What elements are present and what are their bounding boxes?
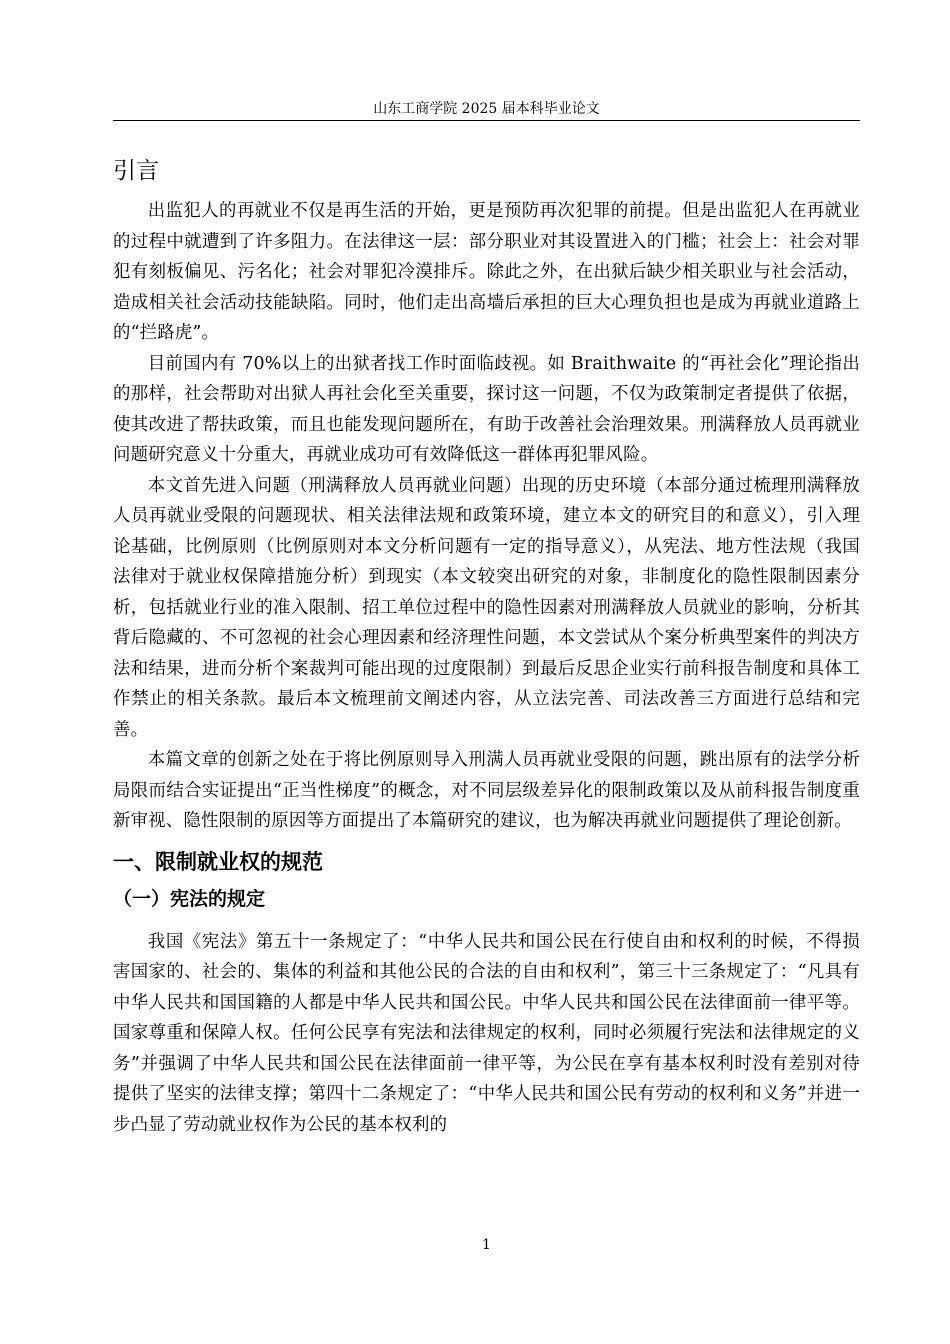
intro-heading: 引言 bbox=[113, 158, 159, 184]
intro-paragraph: 本文首先进入问题（刑满释放人员再就业问题）出现的历史环境（本部分通过梳理刑满释放人员再就业受限的问题现状、相关法律法规和政策环境，建立本文的研究目的和意义），引入理论基础，比例原则（比例原则对本文分析问题有一定的指导意义），从宪法、地方性法规（我国法律对于就业权保障措施分析）到现实（本文较突出研究的对象，非制度化的隐性限制因素分析，包括就业行业的准入限制、招工单位过程中的隐性因素对刑满释放人员就业的影响，分析其背后隐藏的、不可忽视的社会心理因素和经济理性问题，本文尝试从个案分析典型案件的判决方法和结果，进而分析个案裁判可能出现的过度限制）到最后反思企业实行前科报告制度和具体工作禁止的相关条款。最后本文梳理前文阐述内容，从立法完善、司法改善三方面进行总结和完善。 bbox=[113, 475, 860, 740]
intro-paragraph: 出监犯人的再就业不仅是再生活的开始，更是预防再次犯罪的前提。但是出监犯人在再就业的过程中就遭到了许多阻力。在法律这一层：部分职业对其设置进入的门槛；社会上：社会对罪犯有刻板偏见、污名化；社会对罪犯冷漠排斥。除此之外，在出狱后缺少相关职业与社会活动，造成相关社会活动技能缺陷。同时，他们走出高墙后承担的巨大心理负担也是成为再就业道路上的“拦路虎”。 bbox=[113, 201, 860, 343]
section-paragraph: 我国《宪法》第五十一条规定了：“中华人民共和国公民在行使自由和权利的时候，不得损害国家的、社会的、集体的利益和其他公民的合法的自由和权利”，第三十三条规定了：“凡具有中华人民共和国国籍的人都是中华人民共和国公民。中华人民共和国公民在法律面前一律平等。国家尊重和保障人权。任何公民享有宪法和法律规定的权利，同时必须履行宪法和法律规定的义务”并强调了中华人民共和国公民在法律面前一律平等，为公民在享有基本权利时没有差别对待提供了坚实的法律支撑；第四十二条规定了：“中华人民共和国公民有劳动的权利和义务”并进一步凸显了劳动就业权作为公民的基本权利的 bbox=[113, 931, 860, 1135]
intro-paragraph: 目前国内有 70%以上的出狱者找工作时面临歧视。如 Braithwaite 的“再社会化”理论指出的那样，社会帮助对出狱人再社会化至关重要，探讨这一问题，不仅为政策制定者提供了依据，使其改进了帮扶政策，而且也能发现问题所在，有助于改善社会治理效果。刑满释放人员再就业问题研究意义十分重大，再就业成功可有效降低这一群体再犯罪风险。 bbox=[113, 353, 860, 465]
page-number: 1 bbox=[482, 1237, 491, 1253]
header-rule bbox=[113, 120, 860, 121]
intro-paragraph: 本篇文章的创新之处在于将比例原则导入刑满人员再就业受限的问题，跳出原有的法学分析局限而结合实证提出“正当性梯度”的概念，对不同层级差异化的限制政策以及从前科报告制度重新审视、隐性限制的原因等方面提出了本篇研究的建议，也为解决再就业问题提供了理论创新。 bbox=[113, 750, 860, 831]
section-heading: 一、限制就业权的规范 bbox=[113, 849, 323, 874]
page-header: 山东工商学院 2025 届本科毕业论文 bbox=[373, 101, 600, 117]
document-body bbox=[113, 150, 860, 1140]
subsection-heading: （一）宪法的规定 bbox=[113, 887, 266, 910]
